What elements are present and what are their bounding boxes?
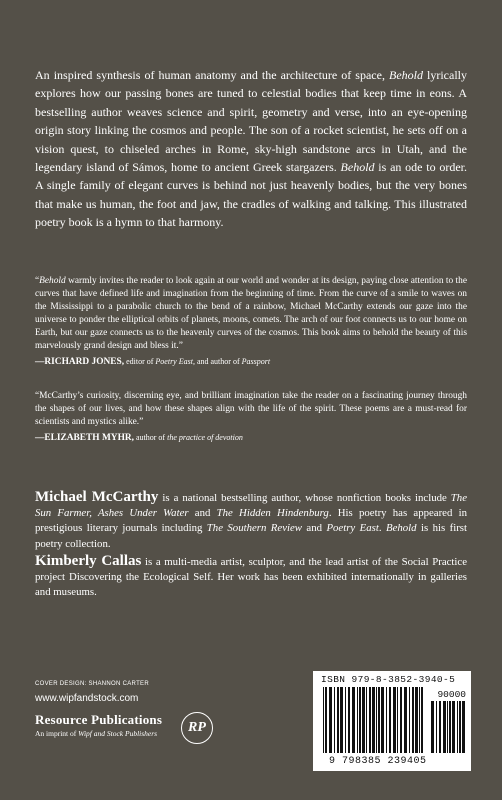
description-text: is an ode to order. A single family of elegant curves is behind not just heavenly bodies, but the very bones that make us human, the foot and jaw, the cradles of walking and talking. This illustrated poetry book is a hymn to that harmony. — [35, 160, 467, 230]
barcode-bar — [431, 701, 434, 753]
barcode-bar — [449, 701, 451, 753]
publisher-logo: RP — [181, 712, 213, 744]
artist-bio: Kimberly Callas is a multi-media artist, sculptor, and the lead artist of the Social Practice project Discovering the Ecological Self. Her work has been exhibited internationally in galleries and museums. — [35, 553, 468, 599]
book-title-italic: Behold — [388, 68, 423, 82]
book-title-italic: Behold — [39, 276, 66, 286]
endorser-name: —RICHARD JONES, — [35, 357, 125, 367]
barcode-bar — [452, 701, 455, 753]
isbn-label: ISBN 979-8-3852-3940-5 — [321, 674, 456, 685]
endorsement-attribution: —RICHARD JONES, editor of Poetry East, and author of Passport — [35, 357, 271, 367]
artist-name: Kimberly Callas — [35, 553, 142, 569]
endorsement-attribution: —ELIZABETH MYHR, author of the practice of devotion — [35, 433, 243, 443]
endorser-name: —ELIZABETH MYHR, — [35, 433, 134, 443]
publisher-imprint: An imprint of Wipf and Stock Publishers — [35, 729, 158, 738]
barcode-bar — [439, 701, 441, 753]
endorsement-elizabeth-myhr — [35, 390, 467, 445]
cover-design-credit: COVER DESIGN: SHANNON CARTER — [35, 681, 149, 687]
publisher-name: Resource Publications — [35, 712, 163, 727]
endorsement-text: “Behold warmly invites the reader to look again at our world and wonder at its design, paying close attention to the curves that have defined life and imagination from the beginning of time. From the curve of a smile to waves on the Mississippi to a parabolic church to the bend of a rainbow, Michael McCarthy extends our gaze into the universe to ponder the elliptical orbits of planets, moons, comets. The arch of our foot connects us to our home on Earth, but our gaze connects us to the heavenly curves of the cosmos. This book aims to behold the beauty of this marvelously grand design and bless it.” — [35, 276, 467, 351]
price-barcode-bars — [319, 687, 465, 757]
author-bio: Michael McCarthy is a national bestselling author, whose nonfiction books include The Sun Farmer, Ashes Under Water and The Hidden Hindenburg. His poetry has appeared in prestigious literary journals including The Southern Review and Poetry East. Behold is his first poetry collection. — [35, 489, 468, 550]
barcode-bar — [447, 701, 448, 753]
book-description — [35, 66, 467, 232]
author-name: Michael McCarthy — [35, 489, 159, 505]
barcode-bar — [457, 701, 458, 753]
publisher-block — [35, 712, 162, 738]
barcode-bar — [459, 701, 461, 753]
book-title-italic: Behold — [340, 160, 375, 175]
isbn-barcode — [313, 671, 471, 771]
price-code: 90000 — [437, 689, 466, 700]
barcode-number: 9 798385 239405 — [329, 756, 427, 767]
endorsement-text: “McCarthy’s curiosity, discerning eye, and brilliant imagination take the reader on a fascinating journey through the shapes of our lives, and how these shapes align with the life of the spirit. These poems are a must-read for scientists and mystics alike.” — [35, 391, 467, 427]
description-text: An inspired synthesis of human anatomy and the architecture of space, — [35, 68, 389, 82]
description-text: lyrically explores how our passing bones are tuned to celestial bodies that keep time in eons. A bestselling author weaves science and spirit, geometry and verse, into an eye-opening origin story linking the cosmos and people. The son of a rocket scientist, he sets off on a vision quest, to chiseled arches in Rome, sky-high sandstone arcs in Utah, and the legendary island of Sámos, home to ancient Greek stargazers. — [35, 68, 468, 175]
barcode-bar — [462, 701, 465, 753]
barcode-bar — [443, 701, 446, 753]
publisher-url: www.wipfandstock.com — [35, 693, 139, 704]
barcode-bar — [436, 701, 437, 753]
endorsement-richard-jones — [35, 275, 467, 369]
